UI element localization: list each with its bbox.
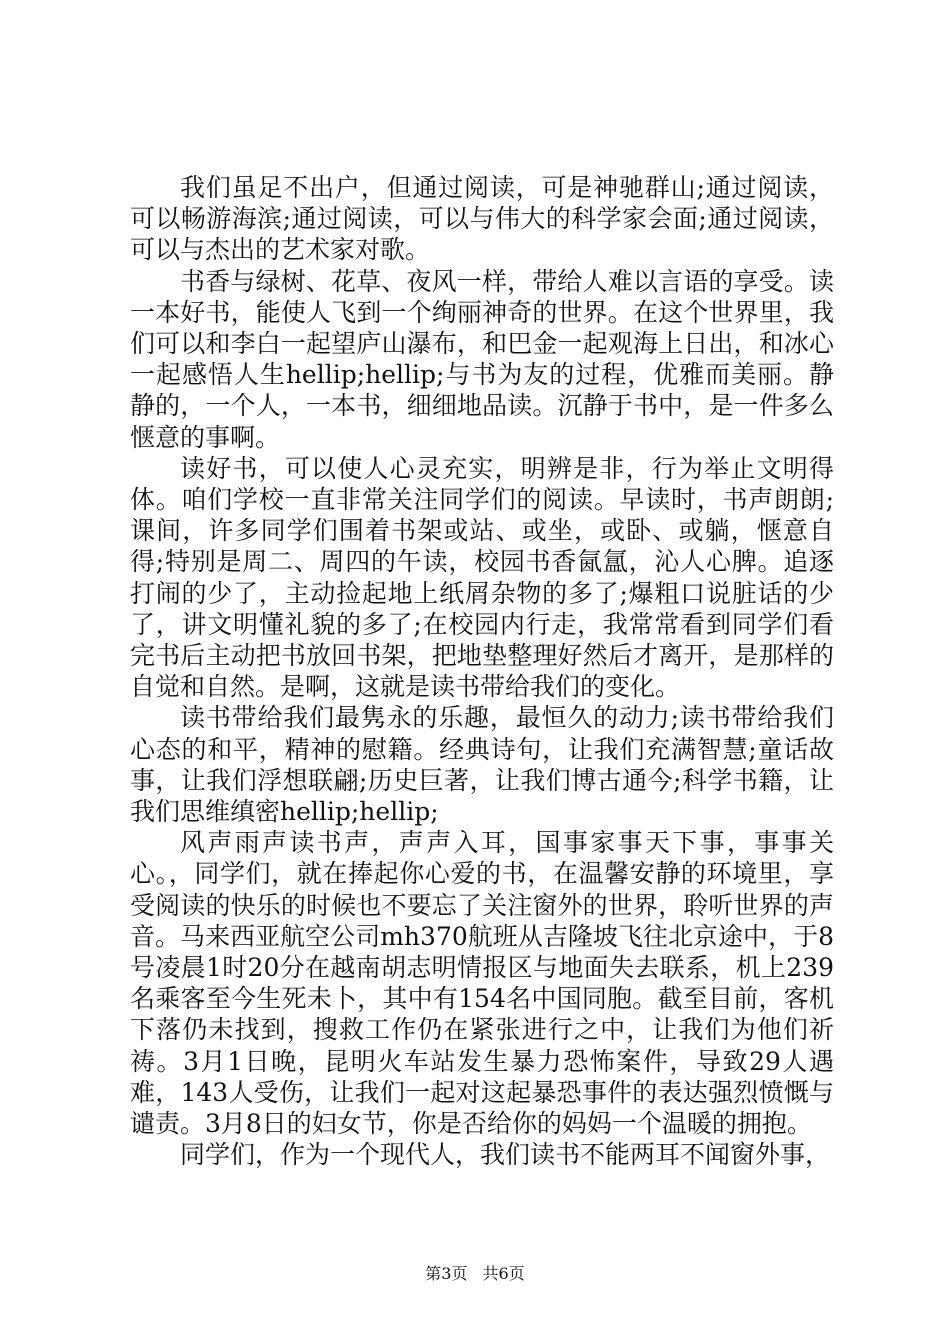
paragraph-1: 我们虽足不出户，但通过阅读，可是神驰群山;通过阅读，可以畅游海滨;通过阅读，可以与伟大的科学家会面;通过阅读，可以与杰出的艺术家对歌。 [130,173,834,265]
page-total: 共6页 [482,1264,525,1283]
paragraph-2: 书香与绿树、花草、夜风一样，带给人难以言语的享受。读一本好书，能使人飞到一个绚丽神奇的世界。在这个世界里，我们可以和李白一起望庐山瀑布，和巴金一起观海上日出，和冰心一起感悟人生hellip;hellip;与书为友的过程，优雅而美丽。静静的，一个人，一本书，细细地品读。沉静于书中，是一件多么惬意的事啊。 [130,266,834,452]
paragraph-5: 风声雨声读书声，声声入耳，国事家事天下事，事事关心。，同学们，就在捧起你心爱的书，在温馨安静的环境里，享受阅读的快乐的时候也不要忘了关注窗外的世界，聆听世界的声音。马来西亚航空公司mh370航班从吉隆坡飞往北京途中，于8号凌晨1时20分在越南胡志明情报区与地面失去联系，机上239名乘客至今生死未卜，其中有154名中国同胞。截至目前，客机下落仍未找到，搜救工作仍在紧张进行之中，让我们为他们祈祷。3月1日晚，昆明火车站发生暴力恐怖案件，导致29人遇难，143人受伤，让我们一起对这起暴恐事件的表达强烈愤慨与谴责。3月8日的妇女节，你是否给你的妈妈一个温暖的拥抱。 [130,828,834,1139]
page-footer [0,1264,950,1284]
paragraph-6: 同学们，作为一个现代人，我们读书不能两耳不闻窗外事， [180,1140,831,1170]
page-number: 第3页 [425,1264,468,1283]
paragraph-3: 读好书，可以使人心灵充实，明辨是非，行为举止文明得体。咱们学校一直非常关注同学们的阅读。早读时，书声朗朗;课间，许多同学们围着书架或站、或坐，或卧、或躺，惬意自得;特别是周二、周四的午读，校园书香氤氲，沁人心脾。追逐打闹的少了，主动捡起地上纸屑杂物的多了;爆粗口说脏话的少了，讲文明懂礼貌的多了;在校园内行走，我常常看到同学们看完书后主动把书放回书架，把地垫整理好然后才离开，是那样的自觉和自然。是啊，这就是读书带给我们的变化。 [130,453,834,702]
paragraph-4: 读书带给我们最隽永的乐趣，最恒久的动力;读书带给我们心态的和平，精神的慰籍。经典诗句，让我们充满智慧;童话故事，让我们浮想联翩;历史巨著，让我们博古通今;科学书籍，让我们思维缜密hellip;hellip; [130,703,834,827]
document-body [130,172,834,1171]
